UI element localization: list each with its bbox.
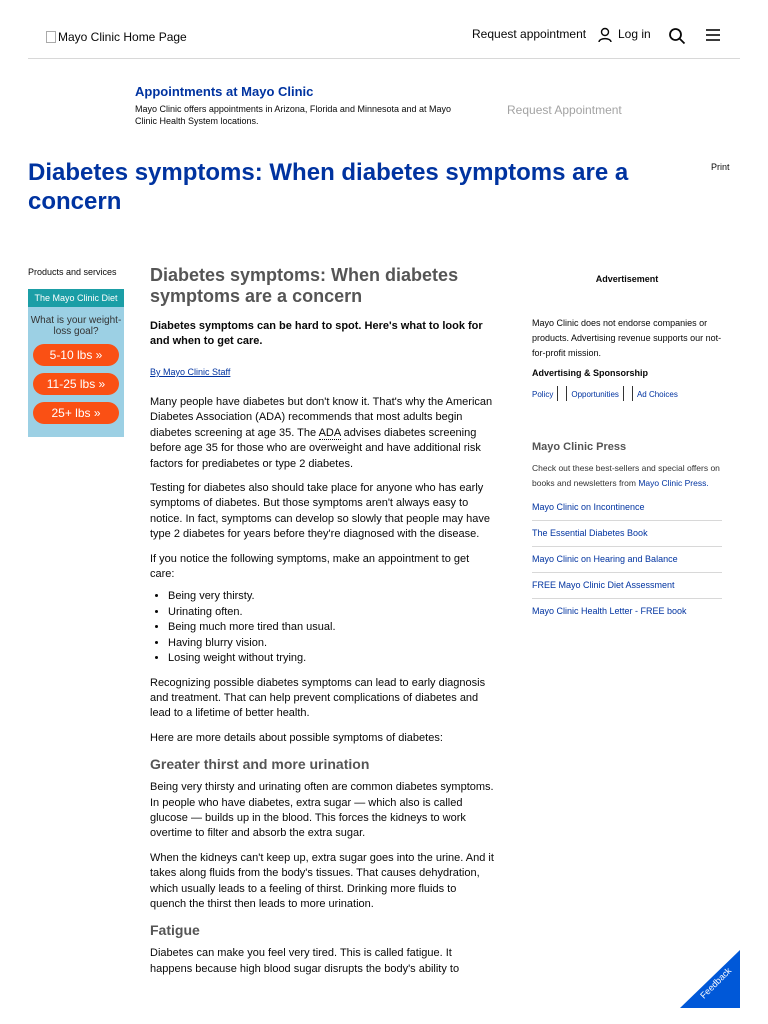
advertisement-label: Advertisement [595,274,659,284]
diet-ad-header: The Mayo Clinic Diet [28,289,124,307]
symptom-list [150,589,495,666]
press-item-diet-assessment[interactable]: FREE Mayo Clinic Diet Assessment [532,573,722,599]
products-services-label: Products and services [28,267,117,277]
page-title: Diabetes symptoms: When diabetes symptoms are a concern [28,159,629,215]
divider [566,386,567,401]
paragraph: Diabetes can make you feel very tired. This is called fatigue. It happens because high blood sugar disrupts the body's ability to [150,947,460,975]
mayo-clinic-logo-link[interactable] [46,30,187,44]
paragraph-text: advises diabetes screening before age 35 for those who are overweight and have additional risk factors for prediabetes or type 2 diabetes. [150,426,481,470]
diet-ad-question: What is your weight-loss goal? [30,315,122,337]
divider [623,386,624,401]
left-sidebar [28,267,126,437]
top-navigation [28,0,740,59]
hamburger-menu-icon[interactable] [705,28,721,47]
press-item-diabetes-book[interactable]: The Essential Diabetes Book [532,521,722,547]
paragraph: When the kidneys can't keep up, extra sugar goes into the urine. And it takes along fluids from the body's tissues. That causes dehydration, which usually leads to a feeling of thirst. Drinking more fluids to quench the thirst then leads to more urination. [150,851,494,910]
advertising-sponsorship-title: Advertising & Sponsorship [532,368,649,378]
appointments-description: Mayo Clinic offers appointments in Arizona, Florida and Minnesota and at Mayo Clinic Health System locations. [135,104,452,126]
user-icon [598,27,612,43]
press-desc-text: Check out these best-sellers and special offers on books and newsletters from [532,463,720,488]
broken-image-icon [46,31,56,43]
paragraph: If you notice the following symptoms, make an appointment to get care: [150,552,470,581]
request-appointment-button[interactable]: Request Appointment [507,103,622,117]
weight-goal-5-10-button[interactable]: 5-10 lbs » [33,344,119,366]
appointments-banner [135,84,465,127]
divider [632,386,633,401]
advertising-disclaimer: Mayo Clinic does not endorse companies or products. Advertising revenue supports our not-for-profit mission. [532,318,722,358]
paragraph: Testing for diabetes also should take place for anyone who has early symptoms of diabetes. But those symptoms aren't always easy to notice. In fact, symptoms can develop so slowly that people may have type 2 diabetes for years before they're diagnosed with the disease. [150,482,490,541]
paragraph: Being very thirsty and urinating often are common diabetes symptoms. In people who have diabetes, extra sugar — which also is called glucose — builds up in the blood. This forces the kidneys to work overtime to filter and absorb the extra sugar. [150,781,494,840]
appointments-title[interactable]: Appointments at Mayo Clinic [135,84,314,99]
press-item-health-letter[interactable]: Mayo Clinic Health Letter - FREE book [532,606,687,616]
login-link[interactable] [598,27,651,43]
list-item: • Being very thirsty. [168,589,495,604]
ad-choices-link[interactable]: Ad Choices [636,390,678,399]
opportunities-link[interactable]: Opportunities [571,390,619,399]
press-item-hearing-balance[interactable]: Mayo Clinic on Hearing and Balance [532,547,722,573]
policy-link[interactable]: Policy [532,390,554,399]
section-heading-thirst: Greater thirst and more urination [150,756,370,773]
advertising-links [532,386,722,401]
press-item-incontinence[interactable]: Mayo Clinic on Incontinence [532,495,722,521]
paragraph: Recognizing possible diabetes symptoms can lead to early diagnosis and treatment. That can help prevent complications of diabetes and lead to a lifetime of better health. [150,676,486,720]
logo-alt-text: Mayo Clinic Home Page [58,30,187,44]
press-book-list [532,495,722,624]
weight-goal-11-25-button[interactable]: 11-25 lbs » [33,373,119,395]
mayo-clinic-press-link[interactable]: Mayo Clinic Press. [638,478,709,488]
section-heading-fatigue: Fatigue [150,922,200,939]
article-title: Diabetes symptoms: When diabetes symptoms are a concern [150,265,459,306]
mayo-clinic-press-description [532,461,722,491]
request-appointment-link[interactable]: Request appointment [472,27,587,41]
weight-goal-25-plus-button[interactable]: 25+ lbs » [33,402,119,424]
list-item: • Having blurry vision. [168,636,495,651]
list-item: • Being much more tired than usual. [168,620,495,635]
feedback-label: Feedback [698,965,734,1001]
login-label: Log in [618,27,651,41]
paragraph [150,395,495,472]
print-link[interactable]: Print [711,162,730,172]
diet-advertisement[interactable] [28,289,124,437]
paragraph: Here are more details about possible symptoms of diabetes: [150,731,443,744]
article [150,265,495,986]
list-item: • Urinating often. [168,605,495,620]
list-item: • Losing weight without trying. [168,651,495,666]
right-sidebar [532,274,722,624]
mayo-clinic-press-title: Mayo Clinic Press [532,441,627,453]
divider [557,386,558,401]
feedback-tab-shape [680,950,740,1008]
paragraph-text: Many people have diabetes but don't know it. That's why the American Diabetes Association (ADA) recommends that most adults begin diabetes screening at age 35. The [150,396,493,439]
article-subtitle: Diabetes symptoms can be hard to spot. Here's what to look for and when to get care. [150,320,483,347]
ada-abbreviation[interactable]: ADA [318,426,341,439]
feedback-button[interactable] [680,950,740,1008]
article-body [150,395,495,977]
byline-link[interactable]: By Mayo Clinic Staff [150,367,231,377]
search-icon[interactable] [668,27,686,50]
